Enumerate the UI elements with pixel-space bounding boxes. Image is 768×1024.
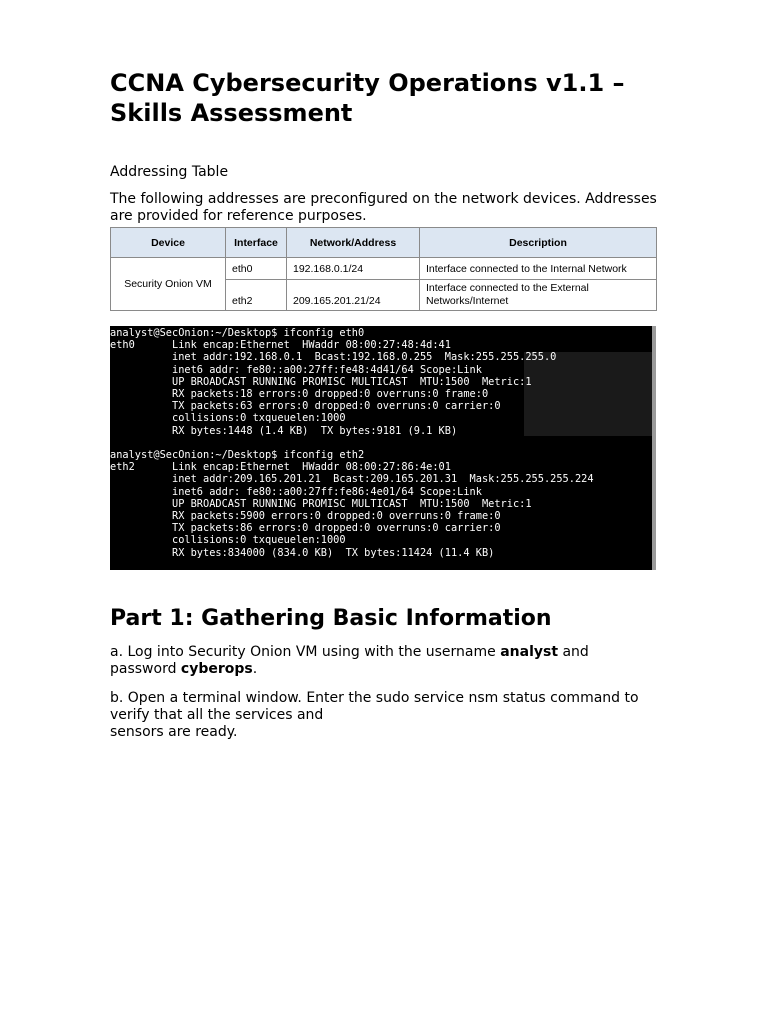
document-page (110, 68, 658, 741)
terminal-line: TX packets:86 errors:0 dropped:0 overruns:0 carrier:0 (110, 522, 501, 535)
terminal-line: inet addr:192.168.0.1 Bcast:192.168.0.255 Mask:255.255.255.0 (110, 351, 557, 364)
header-network-address: Network/Address (287, 228, 420, 258)
step-b-paragraph (110, 690, 658, 741)
step-a-paragraph (110, 644, 658, 678)
address-cell: 209.165.201.21/24 (287, 280, 420, 311)
step-b-line2: sensors are ready. (110, 724, 238, 740)
terminal-screenshot (110, 326, 656, 570)
step-a-suffix: . (252, 661, 258, 677)
terminal-line: RX bytes:834000 (834.0 KB) TX bytes:11424 (11.4 KB) (110, 546, 495, 559)
terminal-line: inet6 addr: fe80::a00:27ff:fe48:4d41/64 Scope:Link (110, 363, 482, 376)
addressing-table (110, 227, 657, 311)
address-cell: 192.168.0.1/24 (287, 258, 420, 280)
page-title: CCNA Cybersecurity Operations v1.1 – Skills Assessment (110, 69, 625, 127)
terminal-line: RX bytes:1448 (1.4 KB) TX bytes:9181 (9.1 KB) (110, 424, 458, 437)
terminal-line: inet6 addr: fe80::a00:27ff:fe86:4e01/64 Scope:Link (110, 485, 482, 498)
terminal-line: eth0 Link encap:Ethernet HWaddr 08:00:27:48:4d:41 (110, 339, 451, 352)
password-text: cyberops (180, 661, 253, 677)
table-header-row (111, 228, 657, 258)
faded-overlay-window (524, 352, 652, 436)
terminal-line: TX packets:63 errors:0 dropped:0 overruns:0 carrier:0 (110, 400, 501, 413)
part1-heading: Part 1: Gathering Basic Information (110, 606, 552, 631)
intro-paragraph: The following addresses are preconfigured on the network devices. Addresses are provided for reference purposes. (110, 191, 657, 224)
terminal-line: RX packets:18 errors:0 dropped:0 overruns:0 frame:0 (110, 388, 489, 401)
step-a-middle: and password (110, 644, 589, 677)
device-cell: Security Onion VM (111, 258, 226, 311)
header-device: Device (111, 228, 226, 258)
terminal-line: analyst@SecOnion:~/Desktop$ ifconfig eth0 (110, 327, 365, 339)
addressing-table-label: Addressing Table (110, 164, 229, 180)
terminal-line: UP BROADCAST RUNNING PROMISC MULTICAST MTU:1500 Metric:1 (110, 497, 532, 510)
description-cell: Interface connected to the Internal Network (420, 258, 657, 280)
step-a-prefix: a. Log into Security Onion VM using with the username (110, 644, 501, 660)
terminal-line: collisions:0 txqueuelen:1000 (110, 412, 346, 425)
interface-cell: eth2 (226, 280, 287, 311)
description-cell: Interface connected to the External Networks/Internet (420, 280, 657, 311)
header-interface: Interface (226, 228, 287, 258)
step-b-line1: b. Open a terminal window. Enter the sudo service nsm status command to verify that all the services and (110, 690, 639, 723)
terminal-line: RX packets:5900 errors:0 dropped:0 overruns:0 frame:0 (110, 510, 501, 523)
terminal-line: inet addr:209.165.201.21 Bcast:209.165.201.31 Mask:255.255.255.224 (110, 473, 594, 486)
terminal-line: analyst@SecOnion:~/Desktop$ ifconfig eth2 (110, 449, 365, 462)
interface-cell: eth0 (226, 258, 287, 280)
username-text: analyst (500, 644, 559, 660)
terminal-line: eth2 Link encap:Ethernet HWaddr 08:00:27:86:4e:01 (110, 461, 451, 474)
table-row (111, 258, 657, 280)
terminal-line: collisions:0 txqueuelen:1000 (110, 534, 346, 547)
terminal-line: UP BROADCAST RUNNING PROMISC MULTICAST MTU:1500 Metric:1 (110, 375, 532, 388)
header-description: Description (420, 228, 657, 258)
terminal-line (110, 437, 652, 449)
